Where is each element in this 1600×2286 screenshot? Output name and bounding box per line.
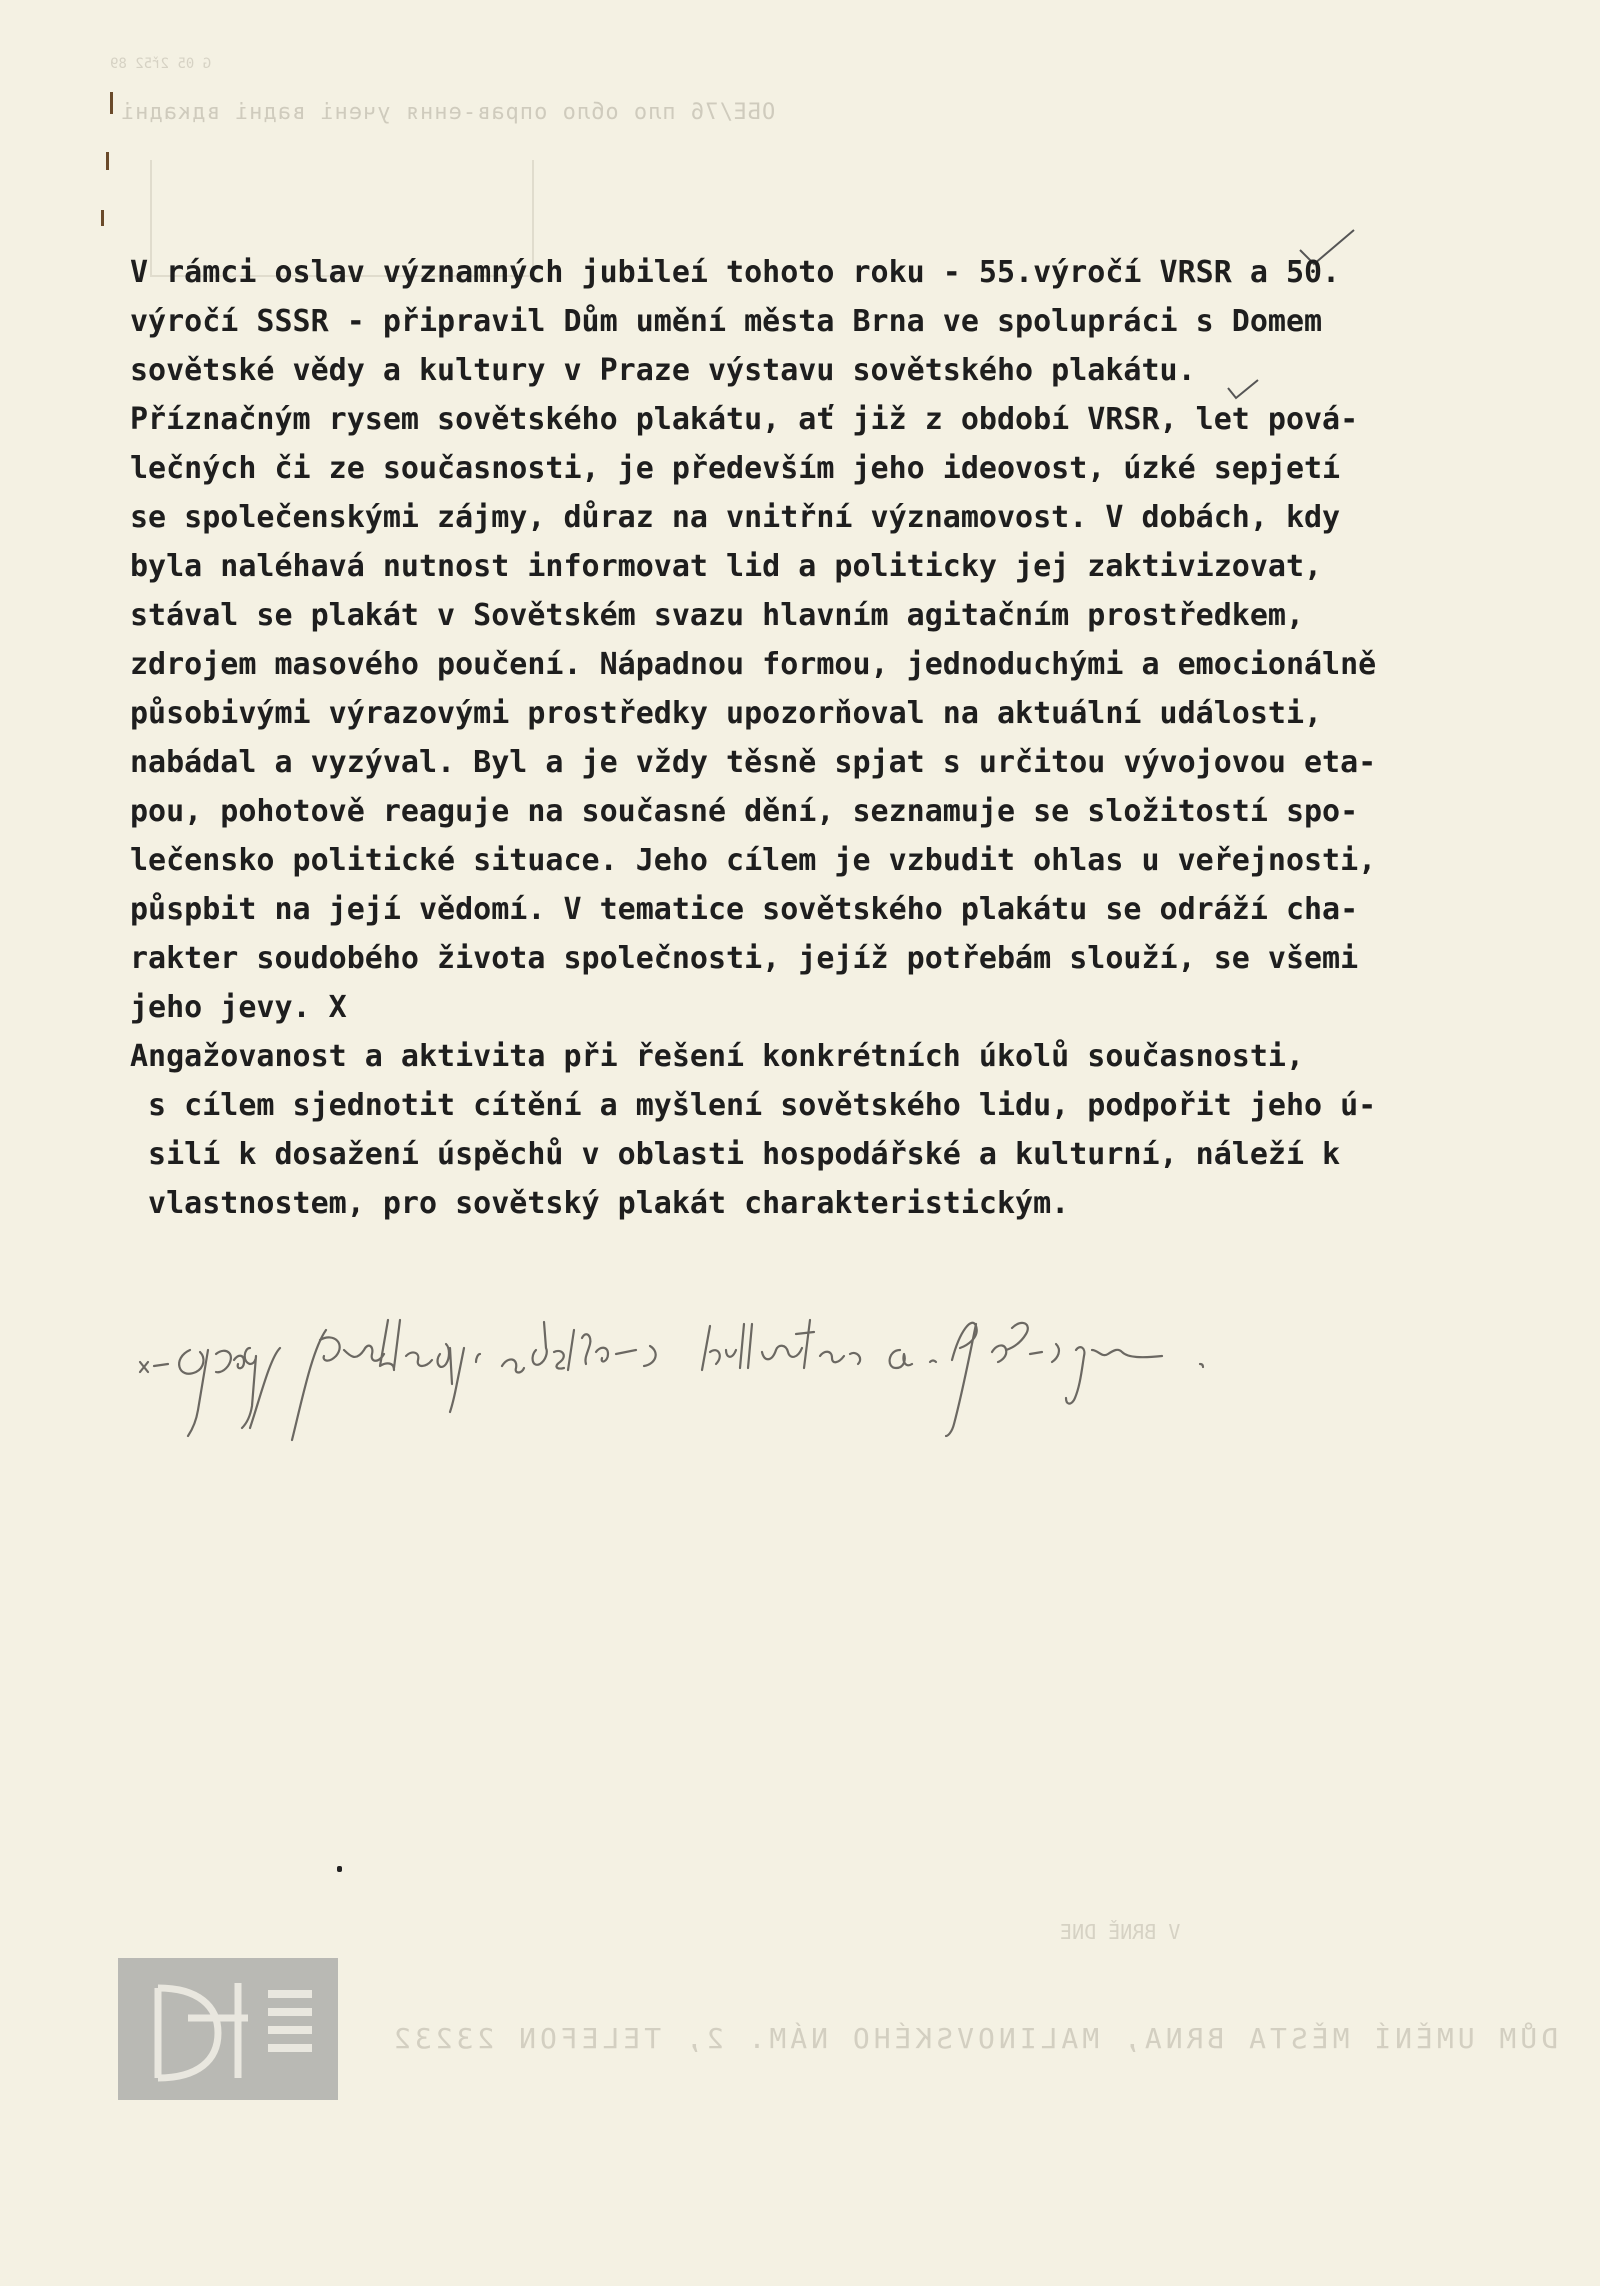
margin-mark	[106, 152, 109, 170]
pencil-handwriting-annotation	[130, 1290, 1360, 1470]
text-line: V rámci oslav významných jubileí tohoto roku - 55.výročí VRSR a 50.	[130, 255, 1341, 290]
text-line: Příznačným rysem sovětského plakátu, ať již z období VRSR, let pová-	[130, 402, 1359, 437]
text-line: s cílem sjednotit cítění a myšlení sovětského lidu, podpořit jeho ú-	[130, 1088, 1377, 1123]
ghost-letterhead-footer: DŮM UMĚNÍ MĚSTA BRNA, MALINOVSKÉHO NÁM. 2, TELEFON 23232	[390, 2022, 1559, 2055]
text-line: zdrojem masového poučení. Nápadnou formou, jednoduchými a emocionálně	[130, 647, 1377, 682]
ghost-header-text: ОБЕ/76 пло обло оправ-ення учені вадні вдкадні	[120, 100, 776, 125]
text-line: jeho jevy. X	[130, 990, 347, 1025]
dum-umeni-logo	[118, 1958, 338, 2100]
typewritten-body	[130, 248, 1550, 1228]
margin-mark	[110, 92, 113, 114]
text-line: stával se plakát v Sovětském svazu hlavním agitačním prostředkem,	[130, 598, 1304, 633]
margin-mark	[101, 210, 104, 226]
ghost-stamp-number: G 05 2ř52 89	[110, 56, 212, 72]
text-line: Angažovanost a aktivita při řešení konkrétních úkolů současnosti,	[130, 1039, 1304, 1074]
text-line: výročí SSSR - připravil Dům umění města Brna ve spolupráci s Domem	[130, 304, 1323, 339]
text-line: byla naléhavá nutnost informovat lid a politicky jej zaktivizovat,	[130, 549, 1323, 584]
text-line: sovětské vědy a kultury v Praze výstavu sovětského plakátu.	[130, 353, 1196, 388]
text-line: nabádal a vyzýval. Byl a je vždy těsně spjat s určitou vývojovou eta-	[130, 745, 1377, 780]
text-line: silí k dosažení úspěchů v oblasti hospodářské a kulturní, náleží k	[130, 1137, 1341, 1172]
text-line: pou, pohotově reaguje na současné dění, seznamuje se složitostí spo-	[130, 794, 1359, 829]
text-line: lečensko politické situace. Jeho cílem je vzbudit ohlas u veřejnosti,	[130, 843, 1377, 878]
text-line: půspbit na její vědomí. V tematice sovětského plakátu se odráží cha-	[130, 892, 1359, 927]
text-line: působivými výrazovými prostředky upozorňoval na aktuální události,	[130, 696, 1323, 731]
ghost-date-line: V BRNĚ DNE	[1060, 1920, 1181, 1944]
text-line: lečných či ze současnosti, je především jeho ideovost, úzké sepjetí	[130, 451, 1341, 486]
text-line: se společenskými zájmy, důraz na vnitřní významovost. V dobách, kdy	[130, 500, 1341, 535]
text-line: rakter soudobého života společnosti, jejíž potřebám slouží, se všemi	[130, 941, 1359, 976]
ink-dot	[337, 1866, 342, 1872]
text-line: vlastnostem, pro sovětský plakát charakteristickým.	[130, 1186, 1070, 1221]
